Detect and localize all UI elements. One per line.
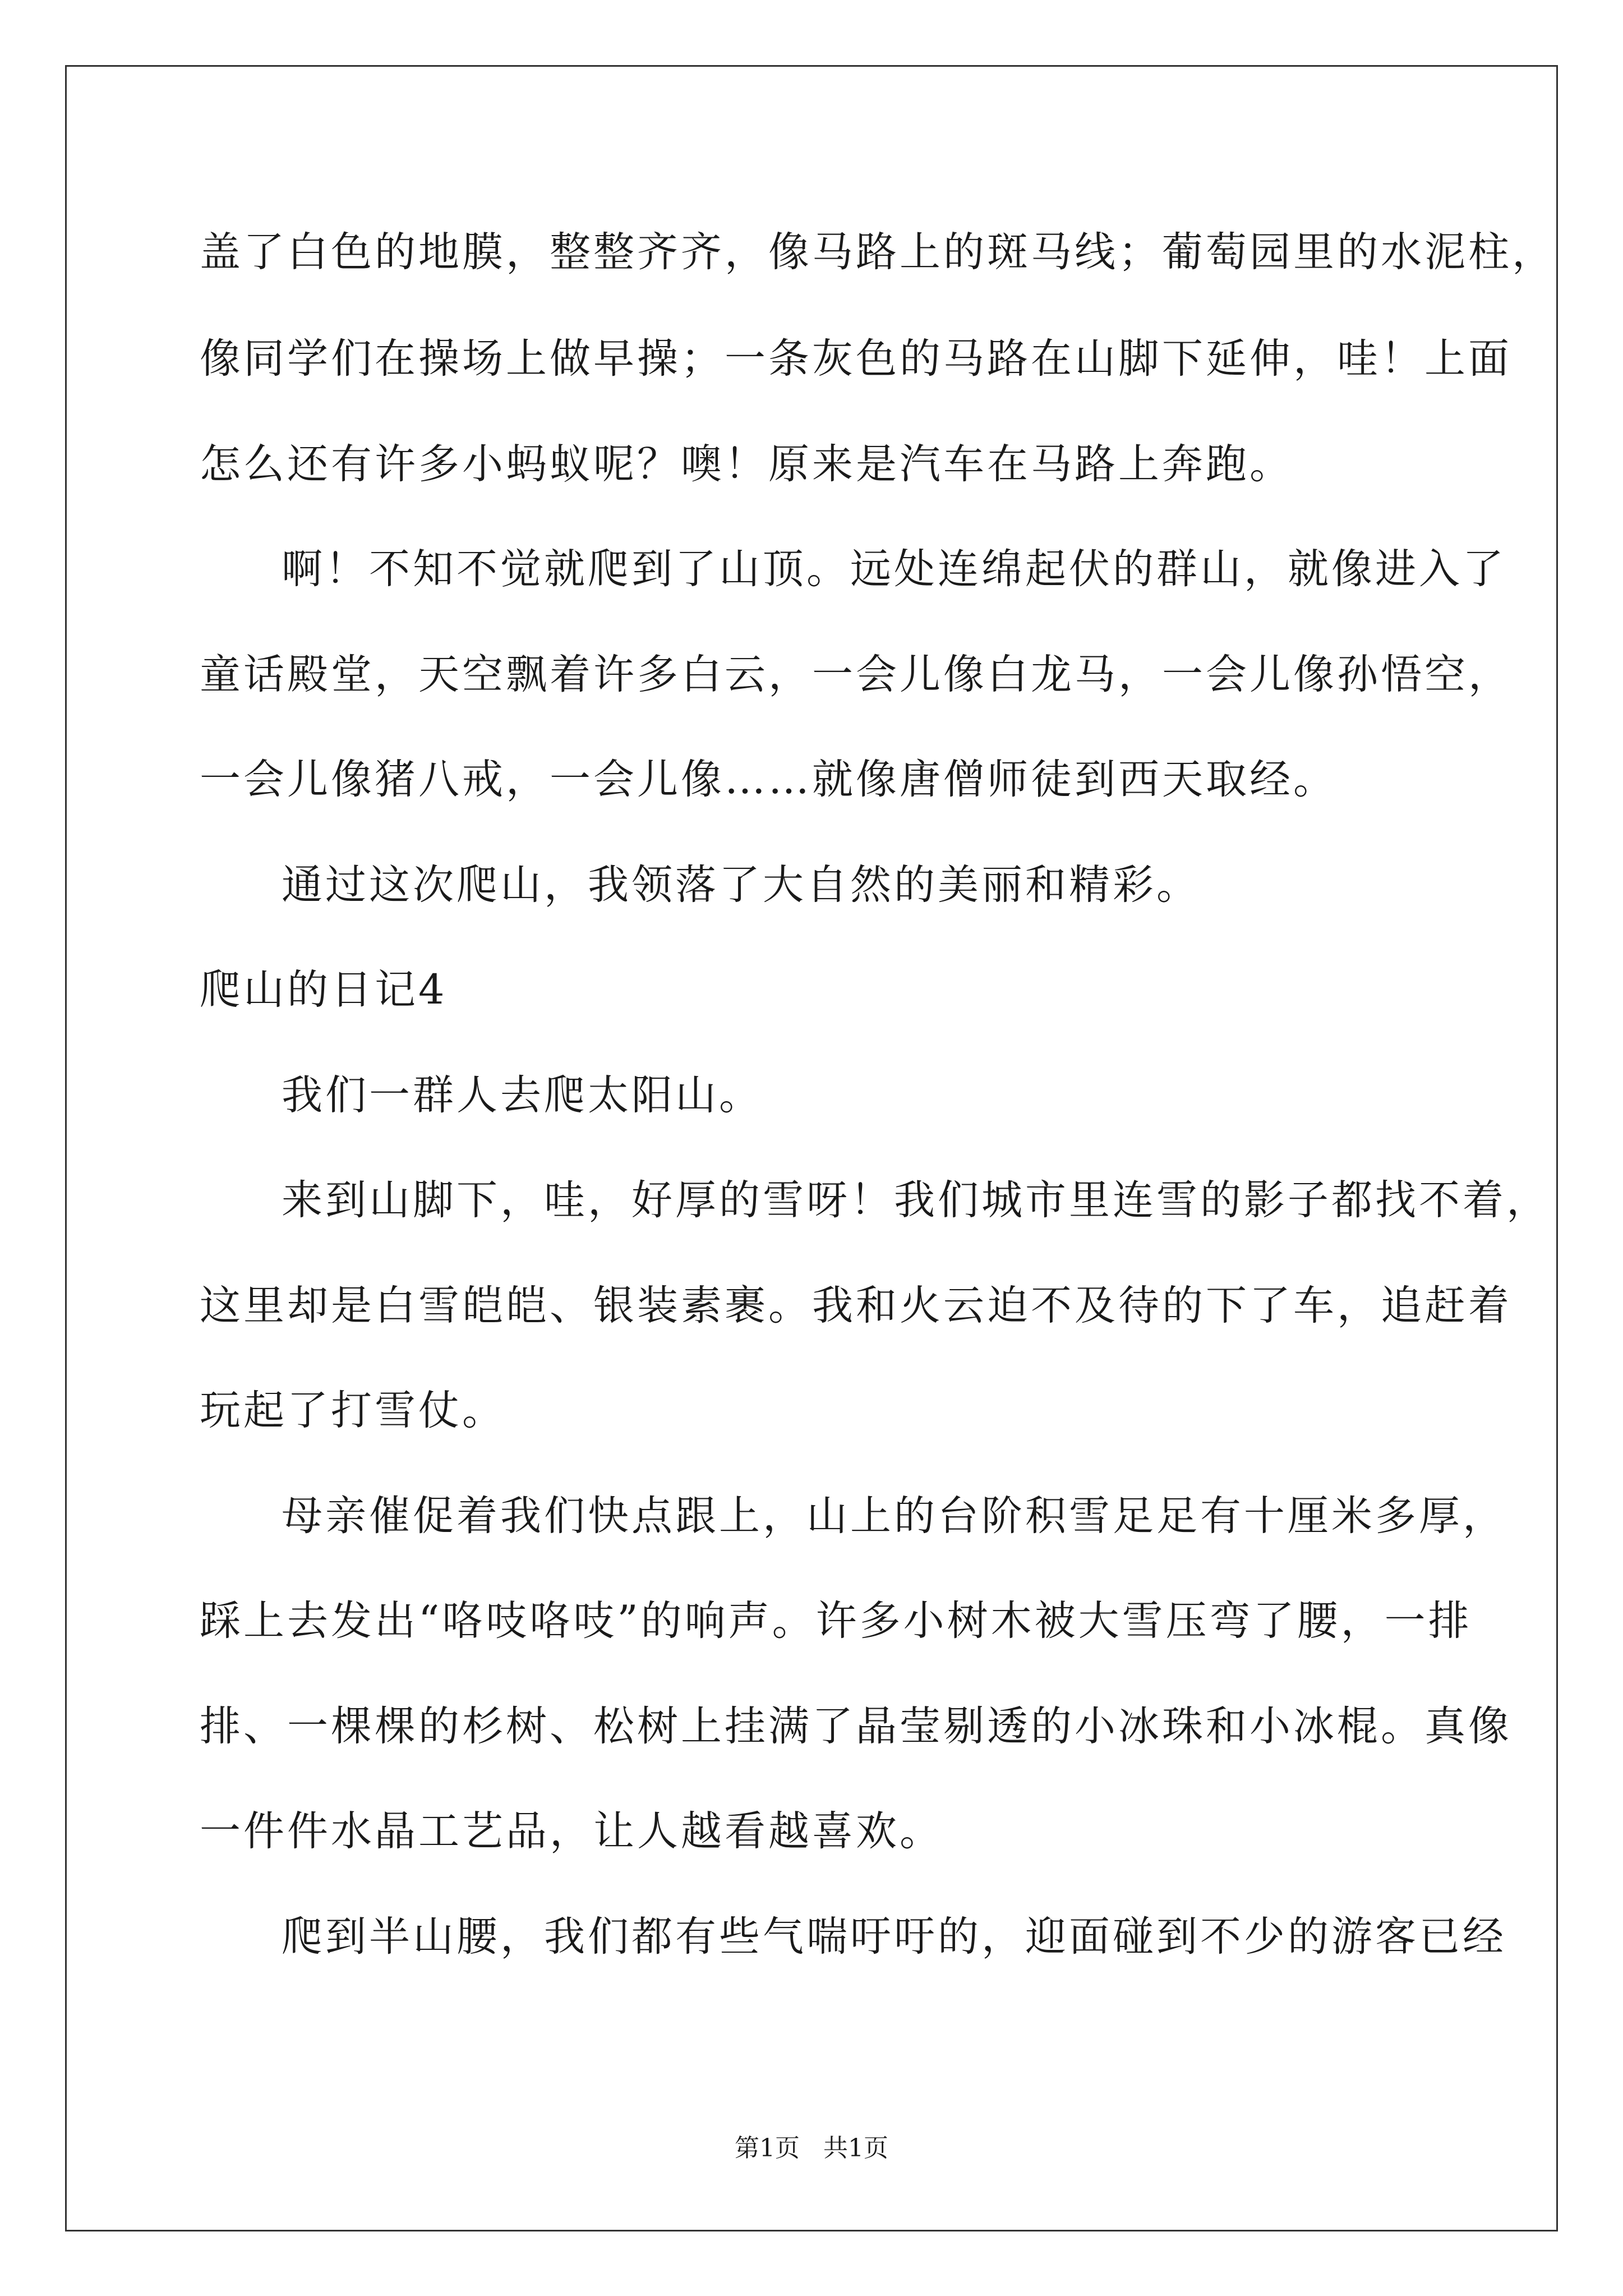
body-line: 一件件水晶工艺品，让人越看越喜欢。 (200, 1807, 943, 1855)
body-line: 啊！不知不觉就爬到了山顶。远处连绵起伏的群山，就像进入了 (282, 545, 1506, 593)
body-line: 玩起了打雪仗。 (200, 1387, 506, 1434)
body-line: 母亲催促着我们快点跟上，山上的台阶积雪足足有十厘米多厚， (282, 1492, 1506, 1540)
body-line: 通过这次爬山，我领落了大自然的美丽和精彩。 (282, 861, 1200, 909)
body-line: 爬到半山腰，我们都有些气喘吁吁的，迎面碰到不少的游客已经 (282, 1913, 1506, 1961)
body-line: 这里却是白雪皑皑、银装素裹。我和火云迫不及待的下了车，追赶着 (200, 1282, 1512, 1329)
body-line: 排、一棵棵的杉树、松树上挂满了晶莹剔透的小冰珠和小冰棍。真像 (200, 1703, 1512, 1750)
page-footer: 第1页 共1页 (735, 2134, 888, 2162)
body-line: 来到山脚下，哇，好厚的雪呀！我们城市里连雪的影子都找不着， (282, 1176, 1550, 1224)
body-line: 像同学们在操场上做早操；一条灰色的马路在山脚下延伸，哇！上面 (200, 335, 1512, 383)
body-line: 怎么还有许多小蚂蚁呢？噢！原来是汽车在马路上奔跑。 (200, 440, 1293, 488)
body-line: 我们一群人去爬太阳山。 (282, 1071, 763, 1119)
body-line: 一会儿像猪八戒，一会儿像……就像唐僧师徒到西天取经。 (200, 756, 1337, 803)
body-line: 盖了白色的地膜，整整齐齐，像马路上的斑马线；葡萄园里的水泥柱， (200, 228, 1556, 276)
body-line: 童话殿堂，天空飘着许多白云，一会儿像白龙马，一会儿像孙悟空， (200, 651, 1512, 698)
page-border (65, 65, 1558, 2231)
section-heading: 爬山的日记4 (200, 966, 448, 1014)
body-line: 踩上去发出“咯吱咯吱”的响声。许多小树木被大雪压弯了腰，一排 (200, 1597, 1472, 1645)
